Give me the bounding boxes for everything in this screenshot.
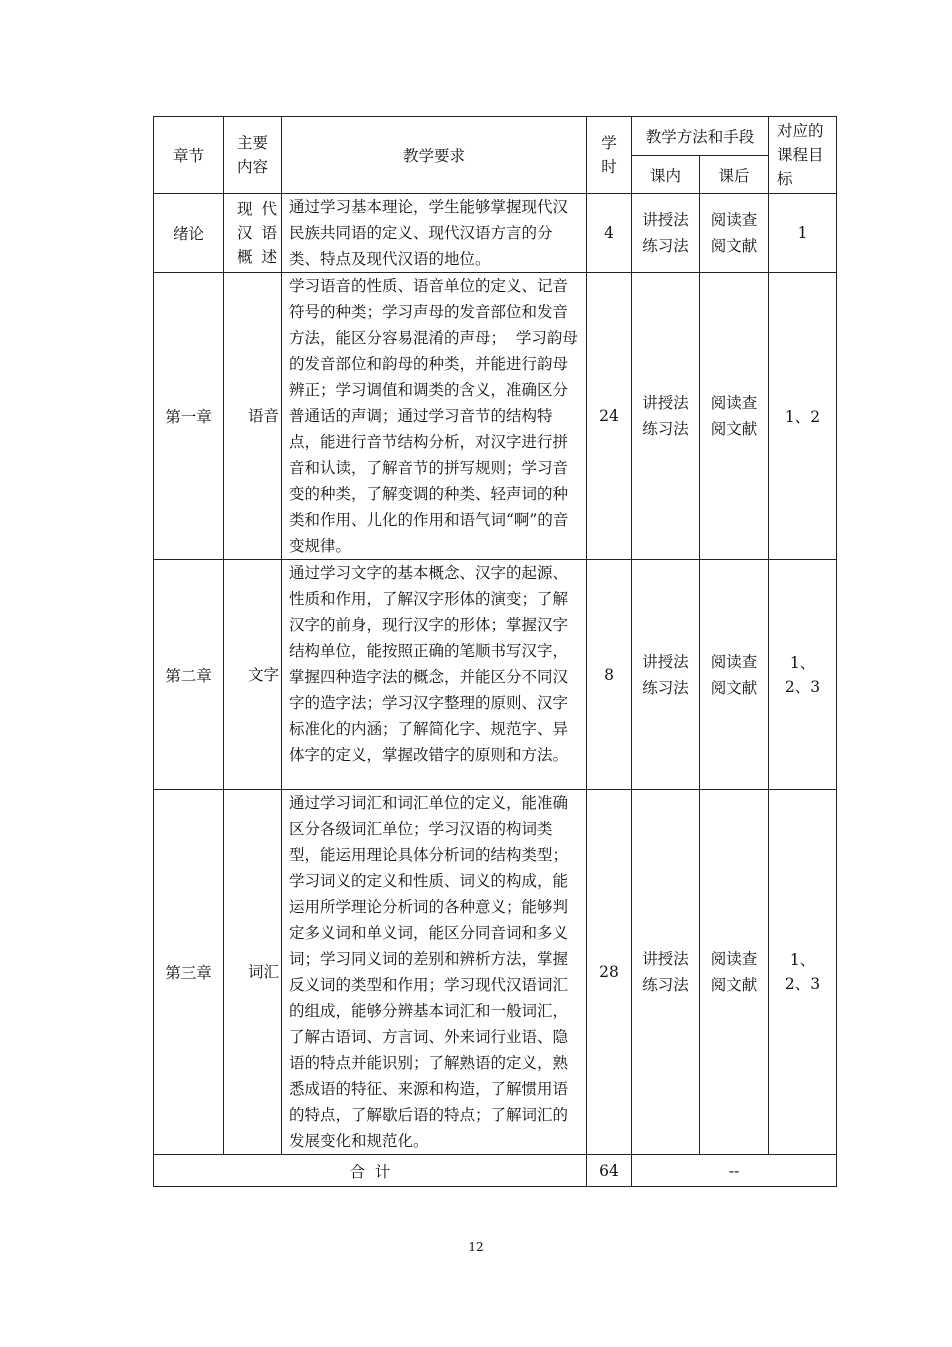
after-class-method-cell: 阅读查阅文献 xyxy=(700,790,769,1155)
in-class-method-cell: 讲授法练习法 xyxy=(632,790,700,1155)
chapter-cell: 第二章 xyxy=(154,560,224,790)
after-class-method-cell: 阅读查阅文献 xyxy=(700,560,769,790)
goal-cell: 1、2 xyxy=(769,273,837,560)
table-row xyxy=(154,790,837,1155)
requirements-cell: 学习语音的性质、语音单位的定义、记音符号的种类；学习声母的发音部位和发音方法，能区分容易混淆的声母； 学习韵母的发音部位和韵母的种类，并能进行韵母辨正；学习调值和调类的含义，准确区分普通话的声调；通过学习音节的结构特点，能进行音节结构分析，对汉字进行拼音和认读，了解音节的拼写规则；学习音变的种类，了解变调的种类、轻声词的种类和作用、儿化的作用和语气词“啊”的音变规律。 xyxy=(282,273,587,560)
after-class-method-cell: 阅读查阅文献 xyxy=(700,194,769,273)
topic-cell: 语音 xyxy=(224,273,282,560)
header-after-class: 课后 xyxy=(700,156,769,194)
hours-cell: 4 xyxy=(587,194,632,273)
syllabus-table xyxy=(153,116,837,1187)
goal-cell: 1 xyxy=(769,194,837,273)
requirements-cell: 通过学习文字的基本概念、汉字的起源、性质和作用，了解汉字形体的演变；了解汉字的前身，现行汉字的形体；掌握汉字结构单位，能按照正确的笔顺书写汉字，掌握四种造字法的概念，并能区分不同汉字的造字法；学习汉字整理的原则、汉字标准化的内涵；了解简化字、规范字、异体字的定义，掌握改错字的原则和方法。 xyxy=(282,560,587,790)
topic-cell: 词汇 xyxy=(224,790,282,1155)
total-label: 合 计 xyxy=(154,1155,587,1187)
header-topic: 主要内容 xyxy=(224,117,282,194)
in-class-method-cell: 讲授法练习法 xyxy=(632,194,700,273)
requirements-cell: 通过学习基本理论，学生能够掌握现代汉民族共同语的定义、现代汉语方言的分类、特点及现代汉语的地位。 xyxy=(282,194,587,273)
after-class-method-cell: 阅读查阅文献 xyxy=(700,273,769,560)
requirements-cell: 通过学习词汇和词汇单位的定义，能准确区分各级词汇单位；学习汉语的构词类型，能运用理论具体分析词的结构类型；学习词义的定义和性质、词义的构成，能运用所学理论分析词的各种意义；能够判定多义词和单义词，能区分同音词和多义词；学习同义词的差别和辨析方法，掌握反义词的类型和作用；学习现代汉语词汇的组成，能够分辨基本词汇和一般词汇，了解古语词、方言词、外来词行业语、隐语的特点并能识别；了解熟语的定义，熟悉成语的特征、来源和构造，了解惯用语的特点，了解歇后语的特点；了解词汇的发展变化和规范化。 xyxy=(282,790,587,1155)
total-row xyxy=(154,1155,837,1187)
page-number: 12 xyxy=(468,1240,484,1254)
goal-cell: 1、2、3 xyxy=(769,790,837,1155)
header-requirements: 教学要求 xyxy=(282,117,587,194)
table-row xyxy=(154,273,837,560)
table-row xyxy=(154,560,837,790)
header-row-1 xyxy=(154,117,837,156)
header-methods: 教学方法和手段 xyxy=(632,117,769,156)
total-methods: -- xyxy=(632,1155,837,1187)
total-hours: 64 xyxy=(587,1155,632,1187)
hours-cell: 28 xyxy=(587,790,632,1155)
table-row xyxy=(154,194,837,273)
goal-cell: 1、2、3 xyxy=(769,560,837,790)
chapter-cell: 绪论 xyxy=(154,194,224,273)
hours-cell: 24 xyxy=(587,273,632,560)
hours-cell: 8 xyxy=(587,560,632,790)
header-in-class: 课内 xyxy=(632,156,700,194)
topic-cell: 现代汉语概述 xyxy=(224,194,282,273)
chapter-cell: 第三章 xyxy=(154,790,224,1155)
header-chapter: 章节 xyxy=(154,117,224,194)
header-goal: 对应的课程目标 xyxy=(769,117,837,194)
topic-cell: 文字 xyxy=(224,560,282,790)
chapter-cell: 第一章 xyxy=(154,273,224,560)
header-hours: 学时 xyxy=(587,117,632,194)
in-class-method-cell: 讲授法练习法 xyxy=(632,273,700,560)
in-class-method-cell: 讲授法练习法 xyxy=(632,560,700,790)
